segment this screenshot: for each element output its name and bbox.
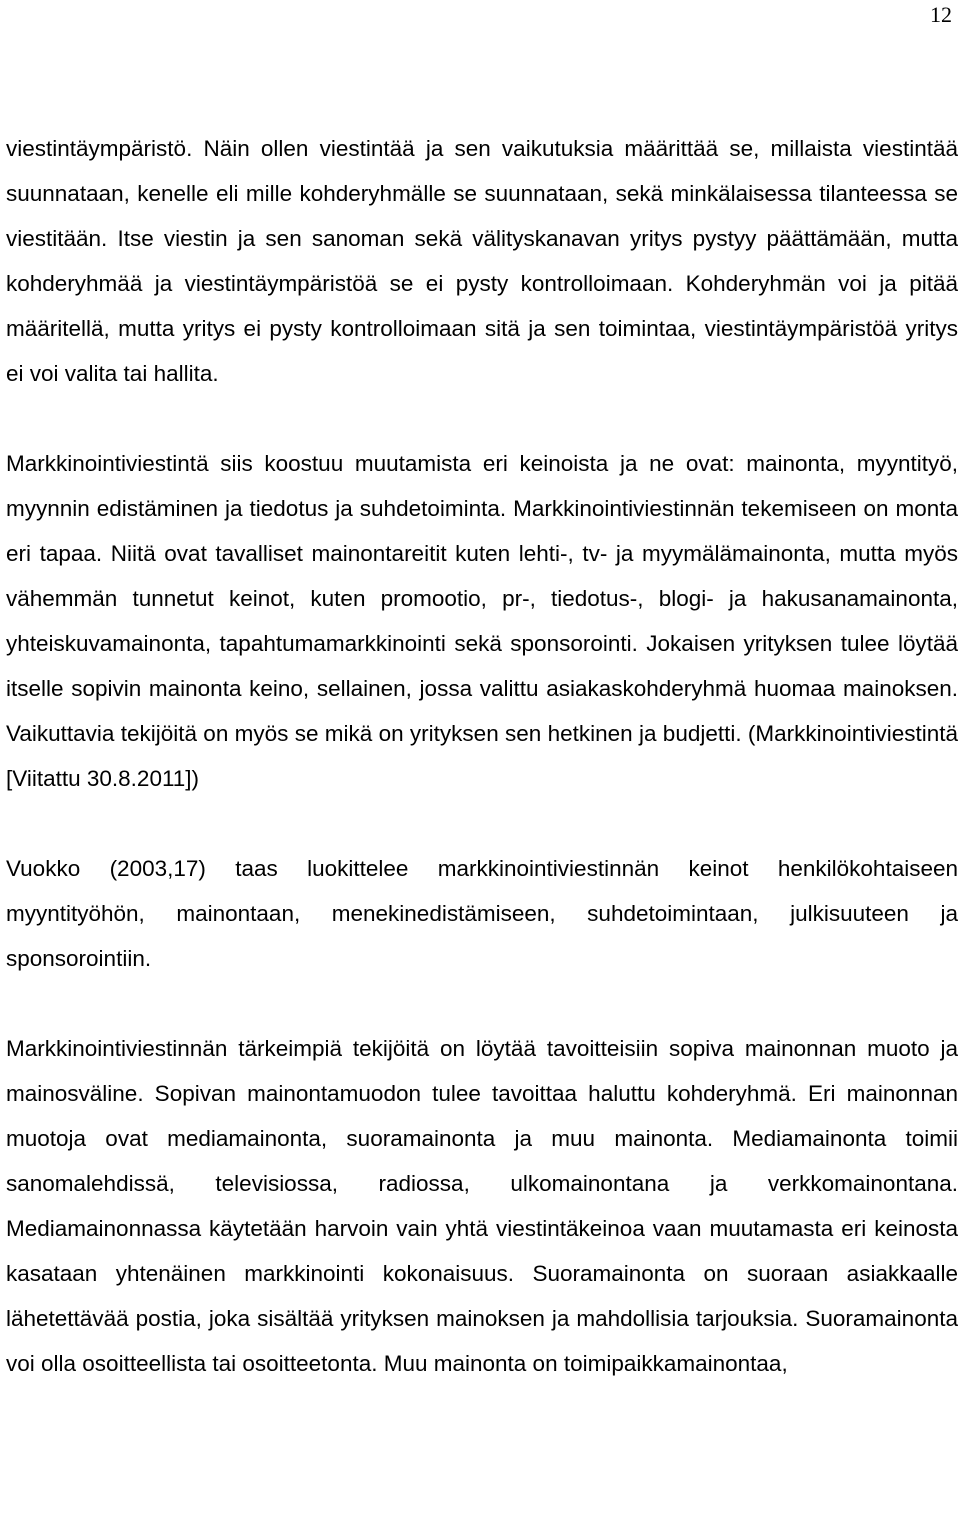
paragraph-advertising-forms: Markkinointiviestinnän tärkeimpiä tekijöitä on löytää tavoitteisiin sopiva mainonnan muoto ja mainosväline. Sopivan mainontamuodon tulee tavoittaa haluttu kohderyhmä. Eri mainonnan muotoja ovat mediamainonta, suoramainonta ja muu mainonta. Mediamainonta toimii sanomalehdissä, televisiossa, radiossa, ulkomainontana ja verkkomainontana. Mediamainonnassa käytetään harvoin vain yhtä viestintäkeinoa vaan muutamasta eri keinosta kasataan yhtenäinen markkinointi kokonaisuus. Suoramainonta on suoraan asiakkaalle lähetettävää postia, joka sisältää yrityksen mainoksen ja mahdollisia tarjouksia. Suoramainonta voi olla osoitteellista tai osoitteetonta. Muu mainonta on toimipaikkamainontaa, bbox=[6, 1036, 958, 1376]
paragraph-communication-environment: viestintäympäristö. Näin ollen viestintää ja sen vaikutuksia määrittää se, millaista viestintää suunnataan, kenelle eli mille kohderyhmälle se suunnataan, sekä minkälaisessa tilanteessa se viestitään. Itse viestin ja sen sanoman sekä välityskanavan yritys pystyy päättämään, mutta kohderyhmää ja viestintäympäristöä se ei pysty kontrolloimaan. Kohderyhmän voi ja pitää määritellä, mutta yritys ei pysty kontrolloimaan sitä ja sen toimintaa, viestintäympäristöä yritys ei voi valita tai hallita. bbox=[6, 136, 958, 386]
document-body bbox=[6, 126, 958, 1431]
paragraph-vuokko-classification: Vuokko (2003,17) taas luokittelee markkinointiviestinnän keinot henkilökohtaiseen myyntityöhön, mainontaan, menekinedistämiseen, suhdetoimintaan, julkisuuteen ja sponsorointiin. bbox=[6, 856, 958, 971]
paragraph-marketing-communication-methods: Markkinointiviestintä siis koostuu muutamista eri keinoista ja ne ovat: mainonta, myyntityö, myynnin edistäminen ja tiedotus ja suhdetoiminta. Markkinointiviestinnän tekemiseen on monta eri tapaa. Niitä ovat tavalliset mainontareitit kuten lehti-, tv- ja myymälämainonta, mutta myös vähemmän tunnetut keinot, kuten promootio, pr-, tiedotus-, blogi- ja hakusanamainonta, yhteiskuvamainonta, tapahtumamarkkinointi sekä sponsorointi. Jokaisen yrityksen tulee löytää itselle sopivin mainonta keino, sellainen, jossa valittu asiakaskohderyhmä huomaa mainoksen. Vaikuttavia tekijöitä on myös se mikä on yrityksen sen hetkinen ja budjetti. (Markkinointiviestintä [Viitattu 30.8.2011]) bbox=[6, 451, 958, 791]
page-number: 12 bbox=[930, 2, 952, 27]
